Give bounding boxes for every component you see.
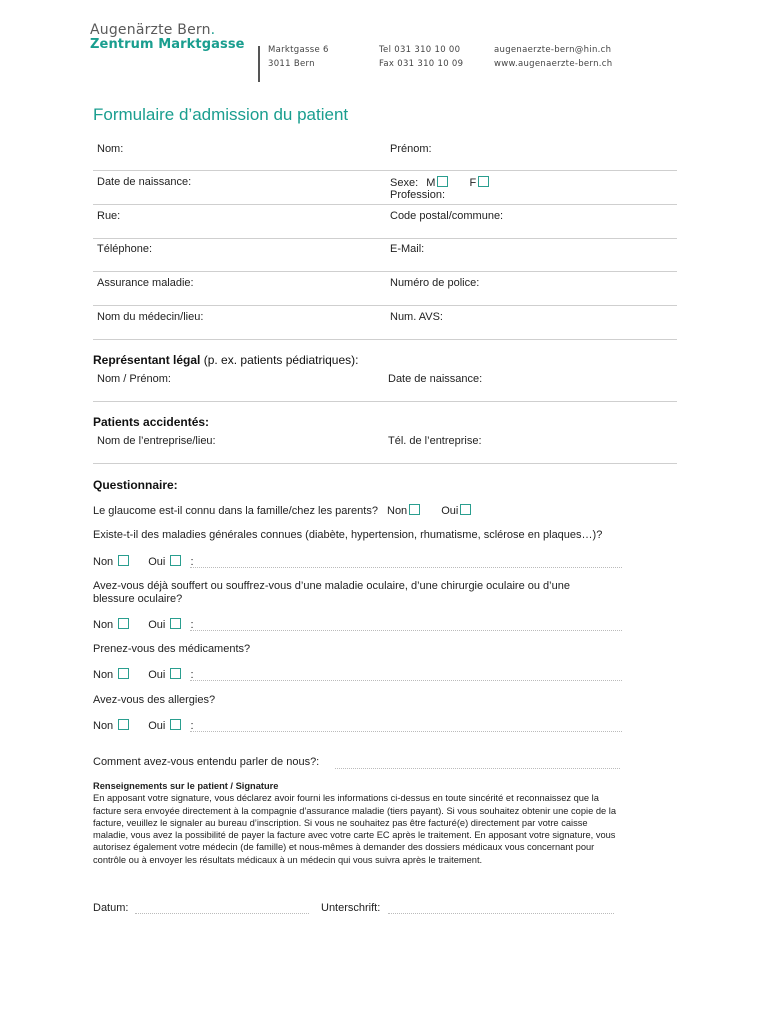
label-profession: Profession: xyxy=(390,189,446,201)
label-company: Nom de l’entreprise/lieu: xyxy=(97,435,216,447)
question-allergies: Avez-vous des allergies? xyxy=(93,694,216,706)
logo-line2: Zentrum Marktgasse xyxy=(90,37,245,52)
q2-colon: : xyxy=(190,556,194,568)
question-eye-a: Avez-vous déjà souffert ou souffrez-vous d’une maladie oculaire, d’une chirurgie oculaire ou d’une xyxy=(93,580,570,592)
q2-answer-row xyxy=(93,555,194,568)
questionnaire-heading: Questionnaire: xyxy=(93,478,178,492)
label-legal-dob: Date de naissance: xyxy=(388,373,483,385)
field-line-accident[interactable] xyxy=(93,463,677,464)
q3-colon: : xyxy=(190,619,194,631)
q4-oui-checkbox[interactable] xyxy=(170,668,181,679)
datum-line[interactable] xyxy=(135,913,309,915)
signature-line2: facture sera envoyée directement à la compagnie d’assurance maladie (tiers payant). Si vous souhaitez obtenir une copie de la xyxy=(93,805,616,816)
header-email: augenaerzte-bern@hin.ch xyxy=(494,45,612,55)
question-meds: Prenez-vous des médicaments? xyxy=(93,643,251,655)
referral-answer-line[interactable] xyxy=(335,768,620,770)
label-legal-nom: Nom / Prénom: xyxy=(97,373,171,385)
q4-non-label: Non xyxy=(93,669,114,681)
label-f: F xyxy=(469,177,477,189)
signature-line3: facture, veuillez le signaler au bureau d’inscription. Si vous ne souhaitez pas être facturé(e) directement par votre caisse xyxy=(93,817,588,828)
label-medecin: Nom du médecin/lieu: xyxy=(97,311,204,323)
question-diseases: Existe-t-il des maladies générales connues (diabète, hypertension, rhumatisme, sclérose en plaques…)? xyxy=(93,529,603,541)
q1-text: Le glaucome est-il connu dans la famille/chez les parents? xyxy=(93,505,378,517)
q4-answer-line[interactable] xyxy=(190,680,622,682)
q5-oui-label: Oui xyxy=(148,720,166,732)
label-email: E-Mail: xyxy=(390,243,425,255)
label-police: Numéro de police: xyxy=(390,277,480,289)
label-nom: Nom: xyxy=(97,143,124,155)
label-sexe: Sexe: xyxy=(390,177,419,189)
q5-non-checkbox[interactable] xyxy=(118,719,129,730)
q5-answer-row xyxy=(93,719,194,732)
page-title: Formulaire d’admission du patient xyxy=(93,105,349,124)
field-line-rue[interactable] xyxy=(93,238,677,239)
q3-non-checkbox[interactable] xyxy=(118,618,129,629)
signature-text xyxy=(93,780,683,866)
header-web: www.augenaerzte-bern.ch xyxy=(494,59,613,69)
signature-line4: maladie, vous avez la possibilité de payer la facture avec votre carte EC après le traitement. En apposant votre signature, vous xyxy=(93,830,616,841)
checkbox-f[interactable] xyxy=(478,176,489,187)
q3-oui-checkbox[interactable] xyxy=(170,618,181,629)
label-assurance: Assurance maladie: xyxy=(97,277,194,289)
label-m: M xyxy=(426,177,436,189)
q4-non-checkbox[interactable] xyxy=(118,668,129,679)
unterschrift-line[interactable] xyxy=(388,913,614,915)
label-telephone: Téléphone: xyxy=(97,243,153,255)
label-cp: Code postal/commune: xyxy=(390,210,504,222)
signature-heading: Renseignements sur le patient / Signature xyxy=(93,781,279,791)
q2-oui-checkbox[interactable] xyxy=(170,555,181,566)
q4-colon: : xyxy=(190,669,194,681)
logo-line1: Augenärzte Bern. xyxy=(90,22,216,38)
label-rue: Rue: xyxy=(97,210,121,222)
address-city: 3011 Bern xyxy=(268,59,315,69)
q5-oui-checkbox[interactable] xyxy=(170,719,181,730)
q2-non-label: Non xyxy=(93,556,114,568)
address-street: Marktgasse 6 xyxy=(268,45,329,55)
sex-row xyxy=(390,176,489,189)
q2-non-checkbox[interactable] xyxy=(118,555,129,566)
q3-oui-label: Oui xyxy=(148,619,166,631)
q4-oui-label: Oui xyxy=(148,669,166,681)
accident-heading: Patients accidentés: xyxy=(93,415,210,429)
q1-oui-label: Oui xyxy=(441,505,459,517)
q2-answer-line[interactable] xyxy=(190,567,622,569)
question-glaucoma xyxy=(93,504,471,517)
q1-non-checkbox[interactable] xyxy=(409,504,420,515)
field-line-tel[interactable] xyxy=(93,271,677,272)
label-unterschrift: Unterschrift: xyxy=(321,902,381,914)
q1-oui-checkbox[interactable] xyxy=(460,504,471,515)
label-company-tel: Tél. de l’entreprise: xyxy=(388,435,482,447)
header-divider xyxy=(258,46,260,82)
q2-oui-label: Oui xyxy=(148,556,166,568)
q3-non-label: Non xyxy=(93,619,114,631)
q5-answer-line[interactable] xyxy=(190,731,622,733)
checkbox-m[interactable] xyxy=(437,176,448,187)
q5-non-label: Non xyxy=(93,720,114,732)
label-dob: Date de naissance: xyxy=(97,176,192,188)
signature-line5: autorisez également votre médecin (de famille) et nous-mêmes à demander des dossiers médicaux vous concernant pour xyxy=(93,842,595,853)
label-avs: Num. AVS: xyxy=(390,311,443,323)
question-eye-b: blessure oculaire? xyxy=(93,593,183,605)
label-prenom: Prénom: xyxy=(390,143,432,155)
field-line-medecin[interactable] xyxy=(93,339,677,340)
signature-line1: En apposant votre signature, vous déclarez avoir fourni les informations ci-dessus en toute sincérité et reconnaissez que la xyxy=(93,793,599,804)
legal-heading: Représentant légal (p. ex. patients pédiatriques): xyxy=(93,353,359,367)
q5-colon: : xyxy=(190,720,194,732)
field-line-nom[interactable] xyxy=(93,170,677,171)
header-fax: Fax 031 310 10 09 xyxy=(379,59,464,69)
label-datum: Datum: xyxy=(93,902,129,914)
field-line-assurance[interactable] xyxy=(93,305,677,306)
signature-line6: contrôle ou à envoyer les résultats médicaux à un médecin qui vous suivra après le traitement. xyxy=(93,854,483,865)
q3-answer-line[interactable] xyxy=(190,630,622,632)
field-line-legal[interactable] xyxy=(93,401,677,402)
field-line-dob[interactable] xyxy=(93,204,677,205)
q4-answer-row xyxy=(93,668,194,681)
question-referral: Comment avez-vous entendu parler de nous?: xyxy=(93,756,320,768)
q1-non-label: Non xyxy=(387,505,408,517)
header-tel: Tel 031 310 10 00 xyxy=(379,45,461,55)
q3-answer-row xyxy=(93,618,194,631)
